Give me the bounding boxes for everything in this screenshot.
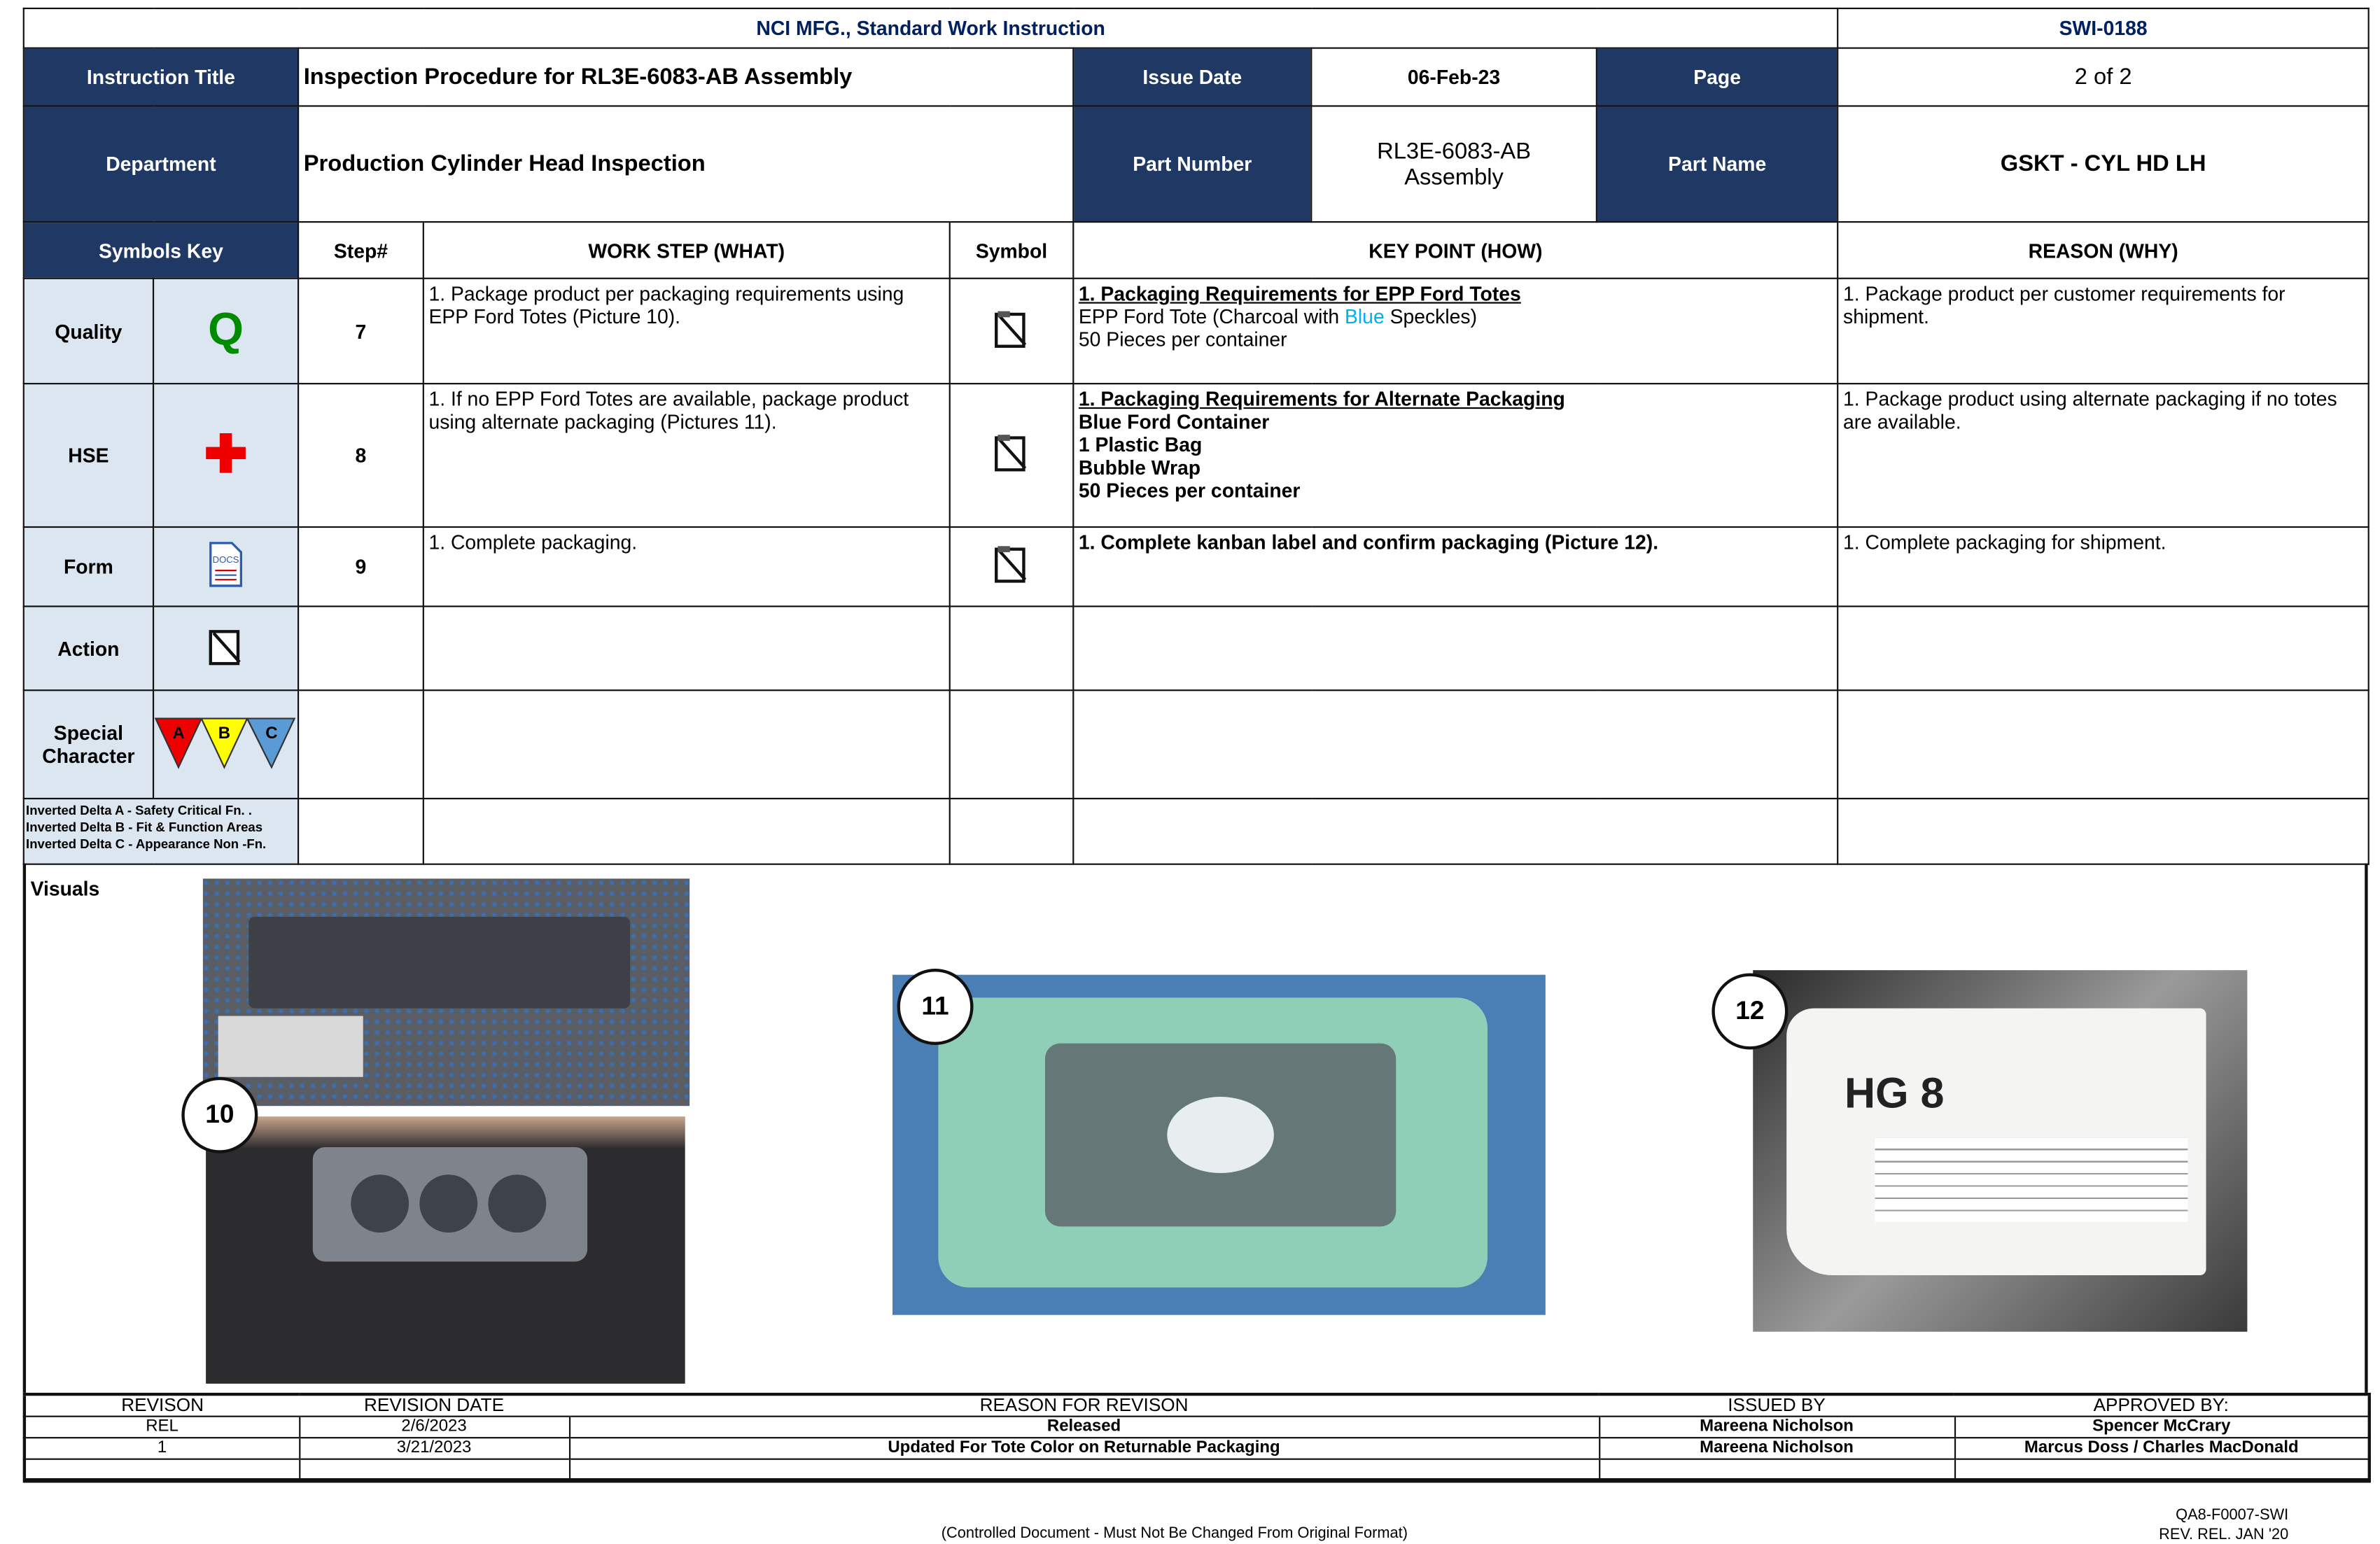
step-number: 9: [298, 527, 424, 606]
delta-legend: [24, 799, 298, 864]
action-symbol-icon: [950, 527, 1074, 606]
picture-badge: 10: [181, 1077, 258, 1153]
picture-badge: 11: [897, 969, 974, 1045]
form-revision: REV. REL. JAN '20: [2159, 1527, 2289, 1544]
page-label: Page: [1597, 48, 1838, 106]
action-label: Action: [24, 606, 153, 690]
legend-line: Inverted Delta C - Appearance Non -Fn.: [26, 836, 267, 852]
key-point: 1. Complete kanban label and confirm packaging (Picture 12).: [1073, 527, 1837, 606]
part-number: [1311, 106, 1597, 222]
key-point-line: Blue Ford Container: [1078, 410, 1270, 433]
action-symbol-icon: [950, 279, 1074, 384]
text: EPP Ford Tote (Charcoal with: [1078, 304, 1345, 328]
docs-icon-text: DOCS: [212, 554, 239, 566]
visuals-area: [23, 864, 2368, 1393]
reason: 1. Package product per customer requirements for shipment.: [1837, 279, 2368, 384]
key-point-title: 1. Packaging Requirements for EPP Ford Totes: [1078, 282, 1521, 305]
reason: 1. Package product using alternate packaging if no totes are available.: [1837, 384, 2368, 527]
work-step: 1. Package product per packaging requirements using EPP Ford Totes (Picture 10).: [424, 279, 950, 384]
special-line1: Special: [53, 721, 124, 745]
revision-header-row: [24, 1394, 2370, 1417]
revision-header: REVISON: [24, 1394, 299, 1417]
red-cross-icon: [153, 384, 298, 527]
part-name-label: Part Name: [1597, 106, 1838, 222]
key-point-header: KEY POINT (HOW): [1073, 222, 1837, 279]
work-step: 1. Complete packaging.: [424, 527, 950, 606]
key-point: [1073, 384, 1837, 527]
revision-cell: 1: [24, 1438, 299, 1459]
revision-header: ISSUED BY: [1599, 1394, 1954, 1417]
form-label: Form: [24, 527, 153, 606]
key-point: [1073, 279, 1837, 384]
work-step-header: WORK STEP (WHAT): [424, 222, 950, 279]
legend-line: Inverted Delta A - Safety Critical Fn. .: [26, 802, 252, 818]
page-number: 2 of 2: [1837, 48, 2368, 106]
doc-number: SWI-0188: [1837, 8, 2368, 48]
symbol-header: Symbol: [950, 222, 1074, 279]
key-point-line: [1079, 305, 1833, 328]
reason: 1. Complete packaging for shipment.: [1837, 527, 2368, 606]
part-number-label: Part Number: [1073, 106, 1311, 222]
table-row: [24, 527, 2369, 606]
revision-cell: 3/21/2023: [299, 1438, 569, 1459]
revision-cell: Mareena Nicholson: [1599, 1417, 1954, 1438]
revision-cell: 2/6/2023: [299, 1417, 569, 1438]
issue-date: 06-Feb-23: [1311, 48, 1597, 106]
instruction-title: Inspection Procedure for RL3E-6083-AB Assembly: [298, 48, 1073, 106]
part-number-line1: RL3E-6083-AB: [1377, 138, 1532, 164]
step-header: Step#: [298, 222, 424, 279]
step-number: 8: [298, 384, 424, 527]
key-point-line: 50 Pieces per container: [1078, 328, 1287, 351]
swi-table: [23, 8, 2370, 865]
table-row: [24, 384, 2369, 527]
step-number: 7: [298, 279, 424, 384]
issue-date-label: Issue Date: [1073, 48, 1311, 106]
controlled-document-note: (Controlled Document - Must Not Be Changed From Original Format): [941, 1525, 1408, 1543]
key-point-line: Bubble Wrap: [1078, 456, 1201, 479]
revision-cell: Spencer McCrary: [1954, 1417, 2370, 1438]
revision-cell: Marcus Doss / Charles MacDonald: [1954, 1438, 2370, 1459]
department: Production Cylinder Head Inspection: [298, 106, 1073, 222]
revision-cell: Mareena Nicholson: [1599, 1438, 1954, 1459]
action-icon: [153, 606, 298, 690]
revision-row: [24, 1438, 2370, 1459]
delta-a-icon: A: [172, 722, 185, 742]
key-point-line: 50 Pieces per container: [1078, 479, 1301, 503]
instruction-title-label: Instruction Title: [24, 48, 298, 106]
reason-header: REASON (WHY): [1837, 222, 2368, 279]
department-label: Department: [24, 106, 298, 222]
hse-label: HSE: [24, 384, 153, 527]
special-line2: Character: [42, 744, 135, 768]
revision-table: [23, 1393, 2371, 1483]
picture-badge: 12: [1712, 974, 1788, 1050]
quality-icon: [153, 279, 298, 384]
blue-text: Blue: [1344, 304, 1385, 328]
text: Speckles): [1384, 304, 1478, 328]
picture-11-blue-container: [892, 975, 1546, 1315]
symbols-key-header: Symbols Key: [24, 222, 298, 279]
quality-glyph: Q: [208, 304, 244, 356]
part-number-line2: Assembly: [1404, 164, 1504, 190]
revision-cell: Released: [569, 1417, 1599, 1438]
revision-cell: REL: [24, 1417, 299, 1438]
delta-c-icon: C: [265, 722, 278, 742]
table-row: [24, 279, 2369, 384]
picture-10a-epp-tote: [203, 878, 690, 1106]
company-title: NCI MFG., Standard Work Instruction: [24, 8, 1838, 48]
delta-b-icon: B: [218, 722, 231, 742]
revision-header: APPROVED BY:: [1954, 1394, 2370, 1417]
revision-cell: Updated For Tote Color on Returnable Packaging: [569, 1438, 1599, 1459]
action-symbol-icon: [950, 384, 1074, 527]
visuals-label: Visuals: [30, 877, 100, 900]
revision-header: REASON FOR REVISON: [569, 1394, 1599, 1417]
work-step: 1. If no EPP Ford Totes are available, package product using alternate packaging (Pictures 11).: [424, 384, 950, 527]
quality-label: Quality: [24, 279, 153, 384]
part-name: GSKT - CYL HD LH: [1837, 106, 2368, 222]
revision-header: REVISION DATE: [299, 1394, 569, 1417]
special-character-label: [24, 690, 153, 799]
picture-10b-tote-with-part: [206, 1116, 685, 1383]
legend-line: Inverted Delta B - Fit & Function Areas: [26, 819, 263, 835]
key-point-title: 1. Packaging Requirements for Alternate Packaging: [1078, 387, 1565, 411]
docs-icon: [153, 527, 298, 606]
revision-row: [24, 1417, 2370, 1438]
key-point-line: 1 Plastic Bag: [1078, 433, 1203, 456]
form-number: QA8-F0007-SWI: [2176, 1507, 2289, 1524]
inverted-delta-icons: [153, 690, 298, 799]
picture-12-kanban-label: HG 8: [1753, 970, 2247, 1332]
